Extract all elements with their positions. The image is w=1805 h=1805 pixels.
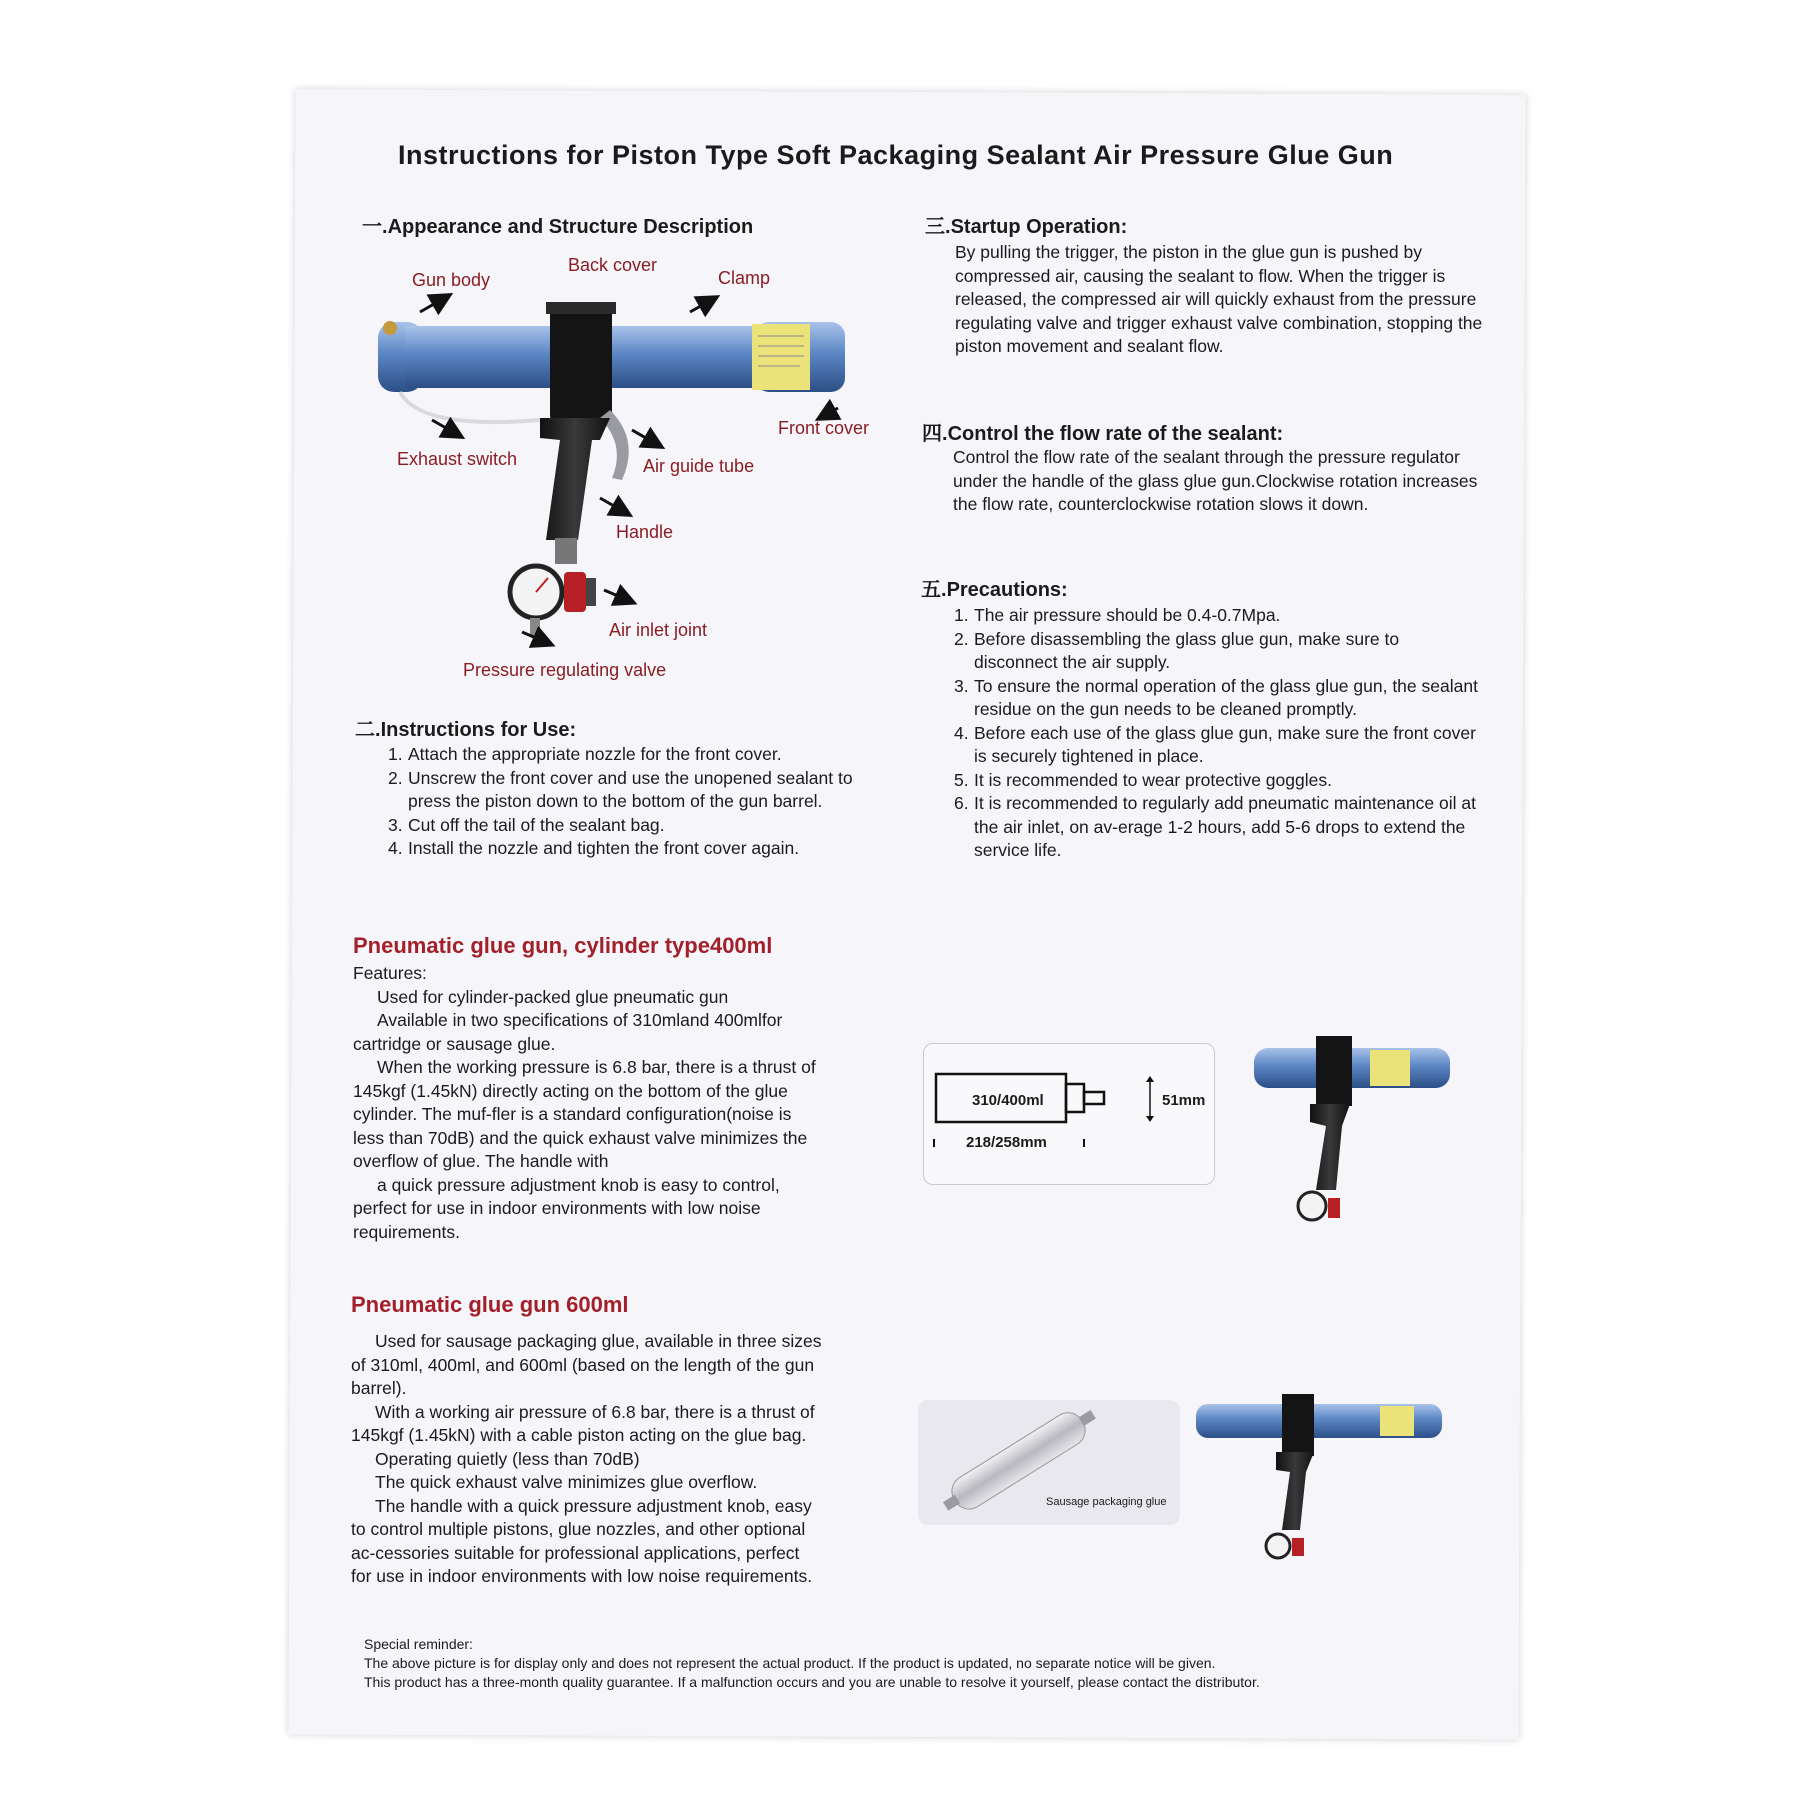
section-5-title: Precautions: [946, 579, 1068, 601]
sausage-glue-photo [918, 1400, 1180, 1525]
section-2-marker: 二. [355, 719, 381, 741]
reminder-label: Special reminder: [364, 1636, 473, 1652]
section-2-title: Instructions for Use: [380, 719, 577, 741]
flow-rate-text: Control the flow rate of the sealant through the pressure regulator under the handle of the glass glue gun.Clockwise rotation increases the flow rate, counterclockwise rotation slows it down. [953, 447, 1478, 514]
sausage-caption: Sausage packaging glue [1046, 1496, 1167, 1508]
list-item: 6. It is recommended to regularly add pneumatic maintenance oil at the air inlet, on av-erage 1-2 hours, add 5-6 drops to extend the service life. [954, 793, 1476, 860]
section-4-heading [922, 417, 1283, 446]
product-400-text: Features: Used for cylinder-packed glue pneumatic gun Available in two specifications of 310mland 400mlfor cartridge or sausage glue. When the working pressure is 6.8 bar, there is a thrust of 145kgf (1.45kN) directly acting on the bottom of the glue cylinder. The muf-fler is a standard configuration(noise is less than 70dB) and the quick exhaust valve minimizes the overflow of glue. The handle with a quick pressure adjustment knob is easy to control, perfect for use in indoor environments with low noise requirements. [353, 962, 898, 1244]
label-back-cover: Back cover [568, 255, 658, 275]
page-title: Instructions for Piston Type Soft Packaging Sealant Air Pressure Glue Gun [398, 140, 1394, 170]
product-600-heading: Pneumatic glue gun 600ml [351, 1292, 629, 1317]
section-4-title: Control the flow rate of the sealant: [947, 423, 1284, 445]
label-air-guide-tube: Air guide tube [643, 456, 755, 476]
list-item: 4. Before each use of the glass glue gun, make sure the front cover is securely tightened in place. [954, 722, 1476, 766]
section-2-heading [355, 713, 576, 742]
label-front-cover: Front cover [778, 418, 870, 438]
list-item: 3. To ensure the normal operation of the glass glue gun, the sealant residue on the gun needs to be cleaned promptly. [954, 675, 1478, 719]
reminder-line-2: This product has a three-month quality guarantee. If a malfunction occurs and you are unable to resolve it yourself, please contact the distributor. [364, 1674, 1260, 1690]
dimension-diagram [923, 1043, 1215, 1185]
cartridge-drawing [924, 1044, 1214, 1184]
section-5-heading [921, 573, 1068, 602]
label-exhaust-switch: Exhaust switch [397, 449, 518, 469]
special-reminder [364, 1635, 1464, 1692]
label-air-inlet-joint: Air inlet joint [609, 620, 708, 640]
capacity-label: 310/400ml [972, 1092, 1044, 1109]
diameter-label: 51mm [1162, 1092, 1206, 1109]
section-5-marker: 五. [921, 579, 947, 601]
product-600-text: Used for sausage packaging glue, available in three sizes of 310ml, 400ml, and 600ml (based on the length of the gun barrel). With a working air pressure of 6.8 bar, there is a thrust of 145kgf (1.45kN) with a cable piston acting on the glue bag. Operating quietly (less than 70dB) The quick exhaust valve minimizes glue overflow. The handle with a quick pressure adjustment knob, easy to control multiple pistons, glue nozzles, and other optional ac-cessories suitable for professional applications, perfect for use in indoor environments with low noise requirements. [351, 1331, 822, 1586]
label-pressure-regulating-valve: Pressure regulating valve [463, 660, 667, 680]
product-400-heading: Pneumatic glue gun, cylinder type400ml [353, 933, 773, 958]
list-item: 2. Before disassembling the glass glue gun, make sure to disconnect the air supply. [954, 628, 1400, 672]
length-label: 218/258mm [966, 1134, 1047, 1151]
precautions-list [954, 604, 1479, 863]
list-item: 1. Attach the appropriate nozzle for the front cover. [388, 744, 782, 764]
section-3-heading [925, 210, 1127, 239]
list-item: 4. Install the nozzle and tighten the front cover again. [388, 838, 800, 858]
list-item: 5. It is recommended to wear protective goggles. [954, 769, 1332, 790]
section-4-marker: 四. [922, 423, 948, 445]
label-clamp: Clamp [718, 268, 771, 288]
label-gun-body: Gun body [412, 270, 491, 290]
glue-gun-diagram [360, 240, 920, 650]
label-handle: Handle [616, 522, 674, 542]
section-3-title: Startup Operation: [950, 216, 1128, 238]
reminder-line-1: The above picture is for display only and does not represent the actual product. If the product is updated, no separate notice will be given. [364, 1655, 1216, 1671]
list-item: 3. Cut off the tail of the sealant bag. [388, 814, 665, 835]
features-label: Features: [353, 963, 427, 983]
glue-gun-600-photo [1190, 1390, 1452, 1570]
section-1-heading [362, 210, 753, 239]
section-3-marker: 三. [925, 216, 951, 238]
instructions-list [388, 743, 888, 861]
section-1-marker: 一. [362, 216, 388, 238]
list-item: 2. Unscrew the front cover and use the unopened sealant to press the piston down to the bottom of the gun barrel. [388, 767, 853, 811]
glue-gun-400-photo [1250, 1030, 1460, 1240]
startup-text: By pulling the trigger, the piston in the glue gun is pushed by compressed air, causing the sealant to flow. When the trigger is released, the compressed air will quickly exhaust from the pressure regulating valve and trigger exhaust valve combination, stopping the piston movement and sealant flow. [955, 242, 1483, 356]
section-1-title: Appearance and Structure Description [387, 216, 754, 238]
list-item: 1. The air pressure should be 0.4-0.7Mpa. [954, 605, 1281, 625]
